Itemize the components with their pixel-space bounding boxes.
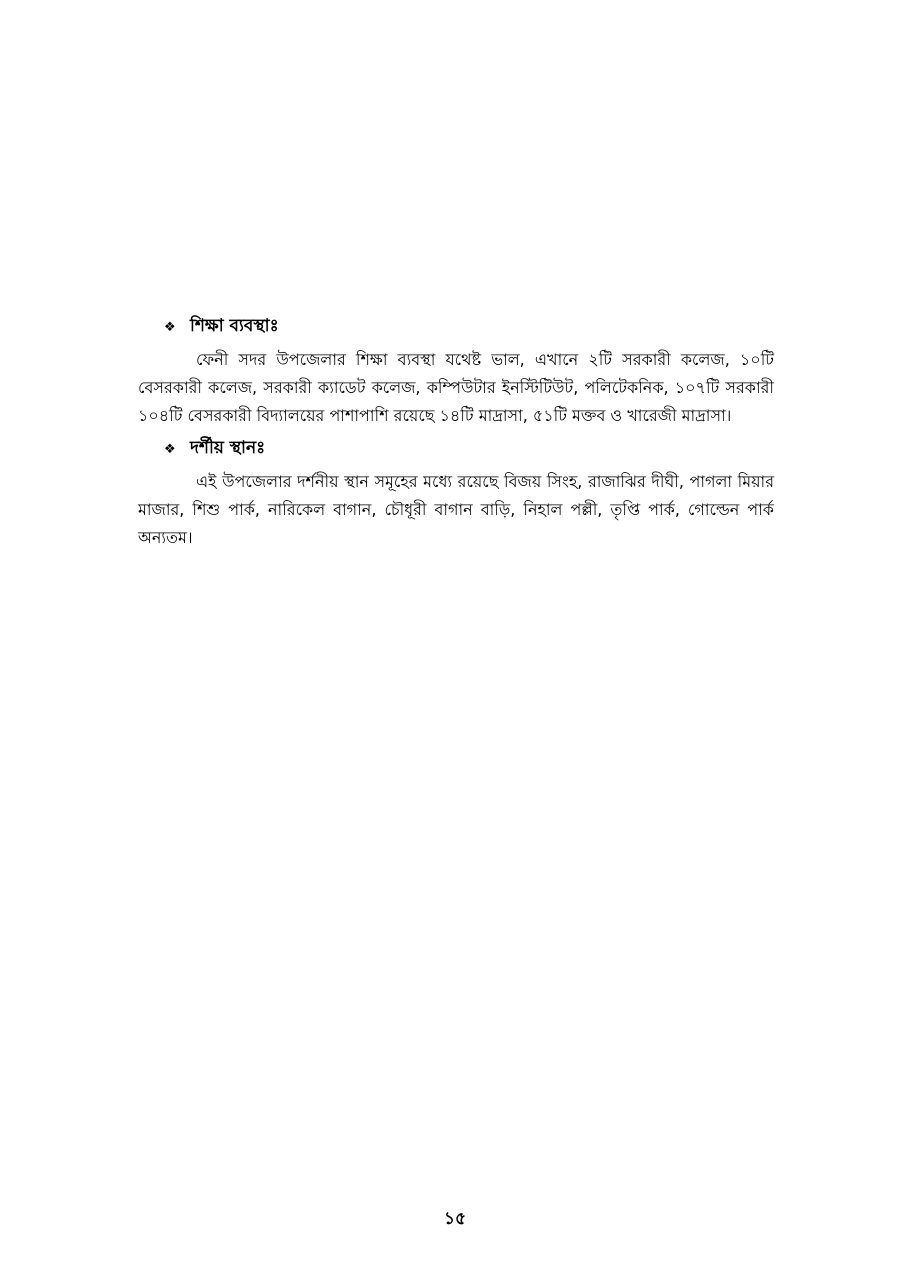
section-heading xyxy=(138,312,774,342)
page-number: ১৫ xyxy=(443,1209,467,1229)
diamond-bullet-icon: ❖ xyxy=(164,441,176,457)
heading-text: দর্শীয় স্থানঃ xyxy=(190,438,266,458)
heading-text: শিক্ষা ব্যবস্থাঃ xyxy=(190,316,279,336)
page-content xyxy=(138,312,774,552)
section-heading xyxy=(138,434,774,464)
section-paragraph: এই উপজেলার দর্শনীয় স্থান সমূহের মধ্যে রয়েছে বিজয় সিংহ, রাজাঝির দীঘী, পাগলা মিয়ার মাজার, শিশু পার্ক, নারিকেল বাগান, চৌধূরী বাগান বাড়ি, নিহাল পল্লী, তৃপ্তি পার্ক, গোল্ডেন পার্ক অন্যতম। xyxy=(138,472,774,547)
section-education xyxy=(138,312,774,430)
section-paragraph: ফেনী সদর উপজেলার শিক্ষা ব্যবস্থা যথেষ্ট ভাল, এখানে ২টি সরকারী কলেজ, ১০টি বেসরকারী কলেজ, সরকারী ক্যাডেট কলেজ, কম্পিউটার ইনস্টিটিউট, পলিটেকনিক, ১০৭টি সরকারী ১০৪টি বেসরকারী বিদ্যালয়ের পাশাপাশি রয়েছে ১৪টি মাদ্রাসা, ৫১টি মক্তব ও খারেজী মাদ্রাসা। xyxy=(138,350,774,425)
section-attractions xyxy=(138,434,774,552)
diamond-bullet-icon: ❖ xyxy=(164,319,176,335)
